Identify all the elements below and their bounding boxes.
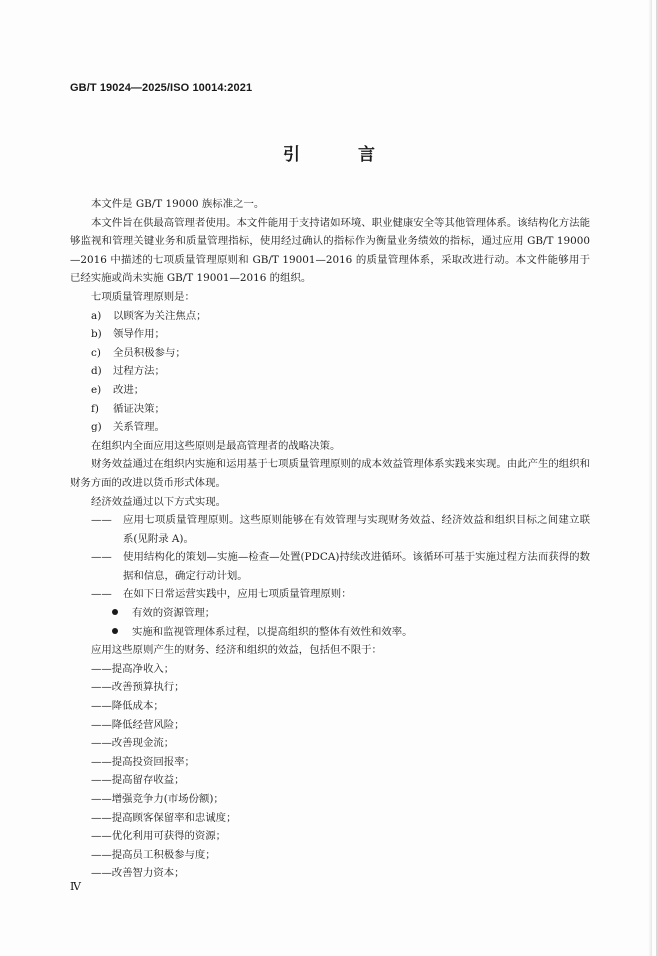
list-marker: f) bbox=[91, 402, 99, 415]
document-body bbox=[70, 195, 590, 883]
page-number: Ⅳ bbox=[70, 880, 81, 893]
dash-text: 应用七项质量管理原则。这些原则能够在有效管理与实现财务效益、经济效益和组织目标之间建立联系(见附录 A)。 bbox=[123, 514, 590, 545]
dash-marker: —— bbox=[91, 551, 112, 564]
list-marker: a) bbox=[91, 309, 102, 322]
list-item bbox=[70, 307, 590, 326]
list-item bbox=[70, 325, 590, 344]
benefit-item: ——提高投资回报率； bbox=[91, 755, 195, 768]
paragraph: 七项质量管理原则是： bbox=[91, 290, 195, 303]
bullet-text: 实施和监视管理体系过程，以提高组织的整体有效性和效率。 bbox=[132, 625, 413, 638]
list-marker: e) bbox=[91, 383, 102, 396]
ways-list bbox=[70, 511, 590, 604]
list-text: 过程方法； bbox=[113, 365, 165, 378]
standard-header: GB/T 19024—2025/ISO 10014:2021 bbox=[70, 82, 253, 94]
dash-marker: —— bbox=[91, 514, 112, 527]
dash-text: 在如下日常运营实践中，应用七项质量管理原则： bbox=[123, 588, 352, 601]
bullet-text: 有效的资源管理； bbox=[132, 607, 216, 620]
dash-text: 使用结构化的策划—实施—检查—处置(PDCA)持续改进循环。该循环可基于实施过程方法而获得的数据和信息，确定行动计划。 bbox=[123, 551, 590, 582]
list-item bbox=[70, 418, 590, 437]
benefit-item: ——提高净收入； bbox=[91, 662, 175, 675]
list-marker: g) bbox=[91, 421, 102, 434]
dash-item bbox=[70, 548, 590, 585]
list-item bbox=[70, 400, 590, 419]
page-title: 引 言 bbox=[283, 145, 401, 165]
paragraph: 经济效益通过以下方式实现。 bbox=[91, 495, 227, 508]
bullet-dot-icon bbox=[112, 609, 118, 615]
benefits-list bbox=[70, 660, 590, 883]
list-item bbox=[70, 344, 590, 363]
dash-item bbox=[70, 511, 590, 548]
paragraph: 在组织内全面应用这些原则是最高管理者的战略决策。 bbox=[91, 439, 341, 452]
paragraph: 应用这些原则产生的财务、经济和组织的效益，包括但不限于： bbox=[91, 644, 382, 657]
paragraph: 本文件旨在供最高管理者使用。本文件能用于支持诸如环境、职业健康安全等其他管理体系。该结构化方法能够监视和管理关键业务和质量管理指标，使用经过确认的指标作为衡量业务绩效的指标，通过应用 GB/T 19000—2016 中描述的七项质量管理原则和 GB/T 19001—2016 的质量管理体系，采取改进行动。本文件能够用于已经实施或尚未实施 GB/T 19001—2016 的组织。 bbox=[70, 216, 590, 285]
principles-list bbox=[70, 307, 590, 437]
bullet-dot-icon bbox=[112, 628, 118, 634]
bullet-item bbox=[70, 623, 590, 642]
list-text: 全员积极参与； bbox=[113, 346, 186, 359]
paragraph: 财务效益通过在组织内实施和运用基于七项质量管理原则的成本效益管理体系实践来实现。由此产生的组织和财务方面的改进以货币形式体现。 bbox=[70, 458, 590, 489]
list-text: 领导作用； bbox=[113, 328, 165, 341]
benefit-item: ——改善现金流； bbox=[91, 737, 175, 750]
benefit-item: ——改善智力资本； bbox=[91, 867, 185, 880]
benefit-item: ——改善预算执行； bbox=[91, 681, 185, 694]
list-text: 改进； bbox=[113, 383, 145, 396]
list-marker: d) bbox=[91, 365, 102, 378]
benefit-item: ——增强竞争力(市场份额)； bbox=[91, 793, 224, 805]
benefit-item: ——提高留存收益； bbox=[91, 774, 185, 787]
benefit-item: ——提高顾客保留率和忠诚度； bbox=[91, 811, 237, 824]
bullet-item bbox=[70, 604, 590, 623]
list-item bbox=[70, 381, 590, 400]
list-text: 循证决策； bbox=[113, 402, 165, 415]
benefit-item: ——降低成本； bbox=[91, 700, 164, 713]
list-text: 关系管理。 bbox=[113, 421, 165, 434]
dash-marker: —— bbox=[91, 588, 112, 601]
list-marker: c) bbox=[91, 346, 101, 359]
list-text: 以顾客为关注焦点； bbox=[113, 309, 207, 322]
benefit-item: ——降低经营风险； bbox=[91, 718, 185, 731]
bullet-list bbox=[70, 604, 590, 641]
benefit-item: ——优化利用可获得的资源； bbox=[91, 830, 227, 843]
benefit-item: ——提高员工积极参与度； bbox=[91, 848, 216, 861]
paragraph: 本文件是 GB/T 19000 族标准之一。 bbox=[91, 198, 265, 210]
dash-item bbox=[70, 585, 590, 604]
list-item bbox=[70, 362, 590, 381]
list-marker: b) bbox=[91, 328, 102, 341]
